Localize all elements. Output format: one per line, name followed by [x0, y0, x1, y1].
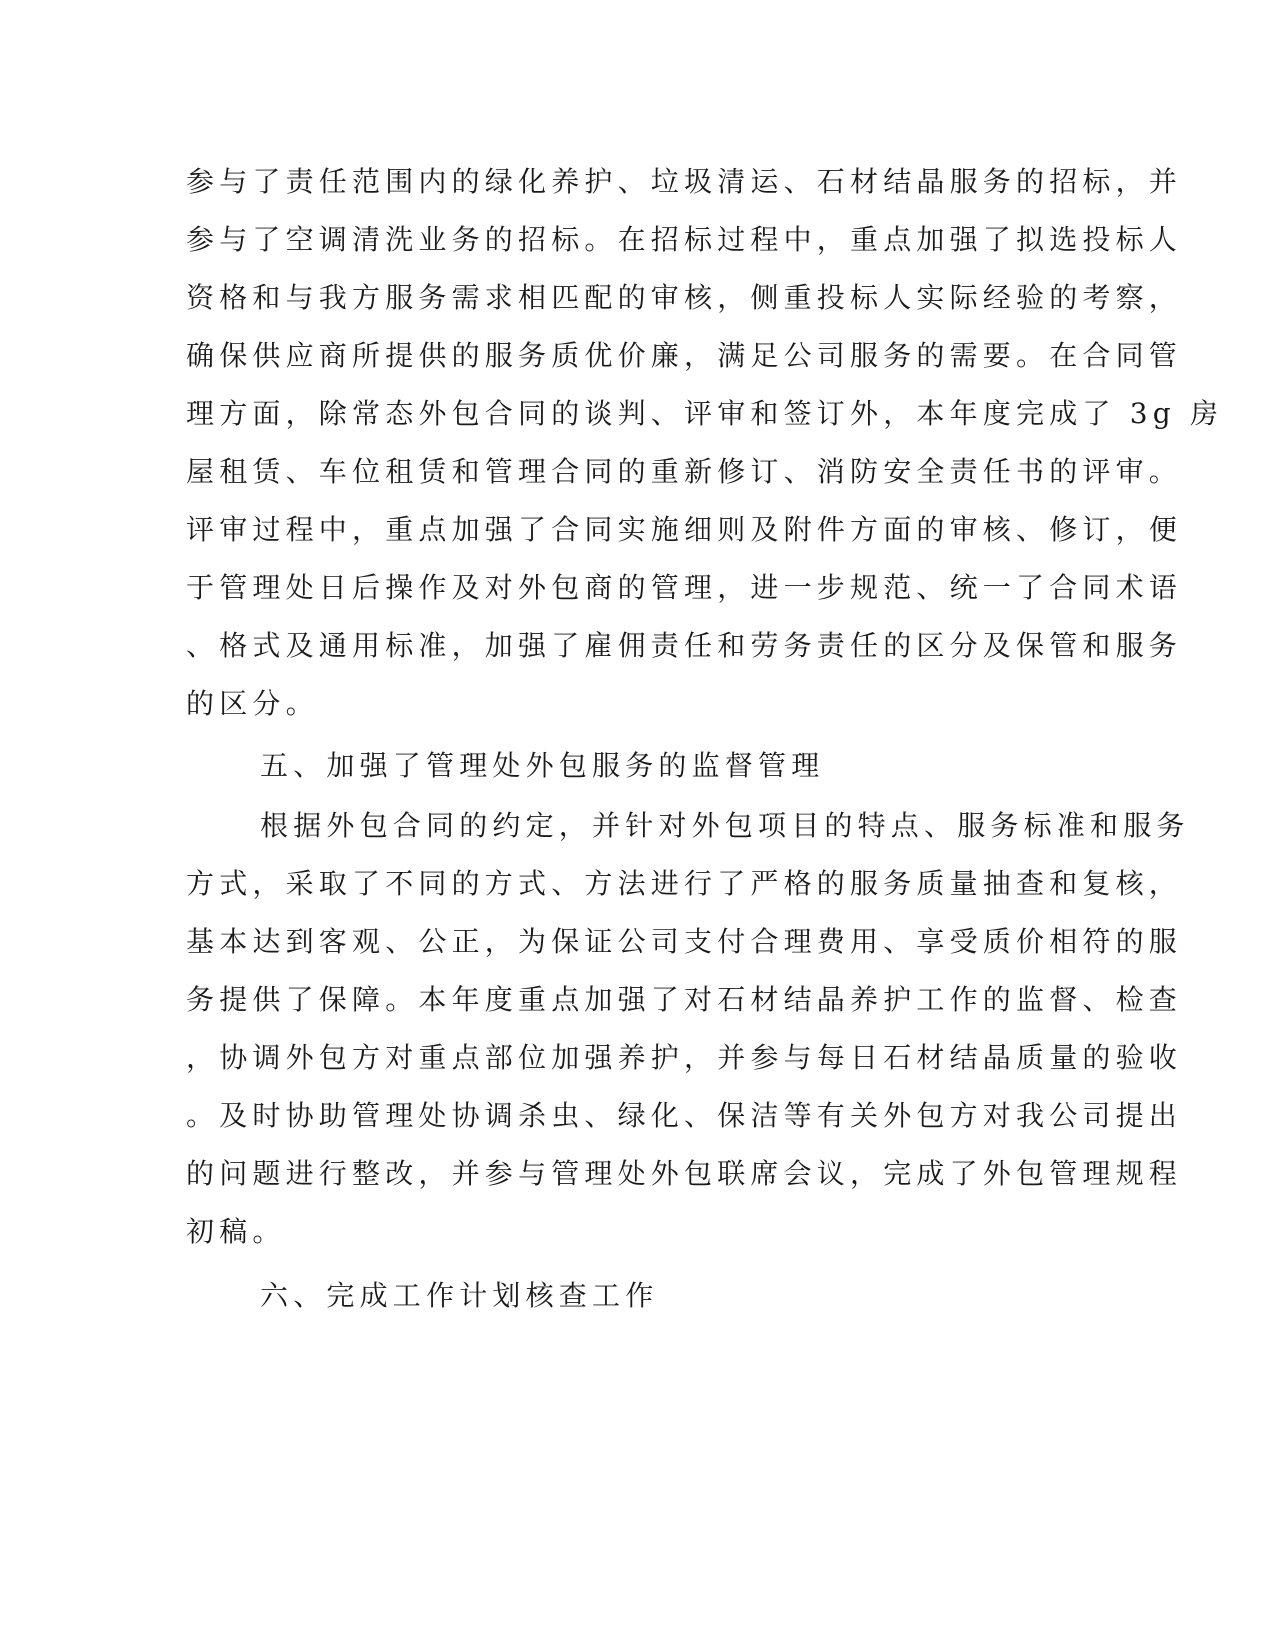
body-line: ，协调外包方对重点部位加强养护，并参与每日石材结晶质量的验收 — [186, 1041, 1183, 1074]
body-line: 资格和与我方服务需求相匹配的审核，侧重投标人实际经验的考察， — [186, 281, 1183, 314]
body-line: 于管理处日后操作及对外包商的管理，进一步规范、统一了合同术语 — [186, 571, 1183, 604]
body-line: 基本达到客观、公正，为保证公司支付合理费用、享受质价相符的服 — [186, 925, 1183, 958]
body-line: 的问题进行整改，并参与管理处外包联席会议，完成了外包管理规程 — [186, 1157, 1183, 1190]
body-line: 理方面，除常态外包合同的谈判、评审和签订外，本年度完成了 3g 房 — [186, 397, 1224, 430]
body-line: 、格式及通用标准，加强了雇佣责任和劳务责任的区分及保管和服务 — [186, 629, 1183, 662]
section-heading: 六、完成工作计划核查工作 — [260, 1279, 659, 1312]
body-line: 屋租赁、车位租赁和管理合同的重新修订、消防安全责任书的评审。 — [186, 455, 1183, 488]
body-line: 参与了空调清洗业务的招标。在招标过程中，重点加强了拟选投标人 — [186, 223, 1183, 256]
body-line: 方式，采取了不同的方式、方法进行了严格的服务质量抽查和复核， — [186, 867, 1183, 900]
body-line: 评审过程中，重点加强了合同实施细则及附件方面的审核、修订，便 — [186, 513, 1183, 546]
body-line: 的区分。 — [186, 687, 319, 720]
body-line: 参与了责任范围内的绿化养护、垃圾清运、石材结晶服务的招标，并 — [186, 165, 1183, 198]
body-line: 务提供了保障。本年度重点加强了对石材结晶养护工作的监督、检查 — [186, 983, 1183, 1016]
body-line: 。及时协助管理处协调杀虫、绿化、保洁等有关外包方对我公司提出 — [186, 1099, 1183, 1132]
body-line: 初稿。 — [186, 1215, 286, 1248]
body-line: 根据外包合同的约定，并针对外包项目的特点、服务标准和服务 — [260, 809, 1190, 842]
section-heading: 五、加强了管理处外包服务的监督管理 — [260, 749, 825, 782]
body-line: 确保供应商所提供的服务质优价廉，满足公司服务的需要。在合同管 — [186, 339, 1183, 372]
